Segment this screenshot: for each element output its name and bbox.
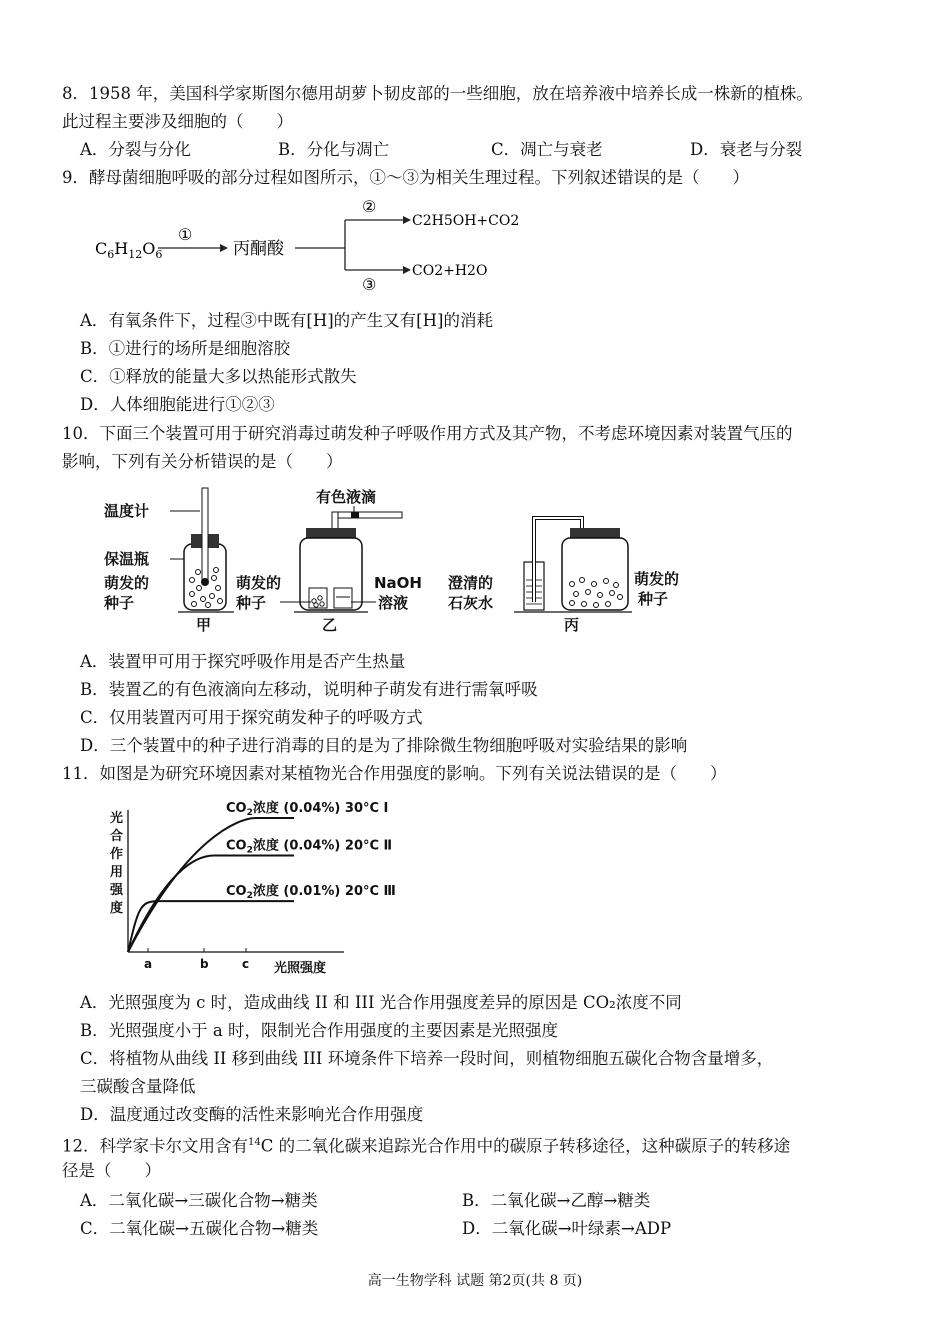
q11-option-c-cont: 三碳酸含量降低 — [80, 1077, 196, 1096]
glucose-formula: $C_6H_{12}O_6$ — [95, 239, 163, 261]
naoh-cup — [334, 588, 352, 608]
q9-option-b: B．①进行的场所是细胞溶胶 — [80, 339, 291, 358]
step-2-label: ② — [362, 197, 377, 216]
q11-stem: 11．如图是为研究环境因素对某植物光合作用强度的影响。下列有关说法错误的是（ ） — [62, 764, 727, 783]
legend-2: $CO_2$浓度 (0.04%) 20°C Ⅱ — [226, 838, 393, 856]
lime-label-1: 澄清的 — [448, 574, 494, 592]
device-yi-label: 乙 — [322, 616, 338, 634]
droplet-label: 有色液滴 — [316, 488, 377, 506]
arrow-1-head — [220, 244, 228, 252]
device-bing-label: 丙 — [564, 616, 580, 634]
glass-tube — [332, 512, 402, 518]
q11-option-b: B．光照强度小于 a 时，限制光合作用强度的主要因素是光照强度 — [80, 1021, 558, 1040]
thermometer — [202, 488, 208, 584]
q10-option-a: A．装置甲可用于探究呼吸作用是否产生热量 — [80, 652, 406, 671]
q12-option-a: A．二氧化碳→三碳化合物→糖类 — [80, 1191, 318, 1210]
product-3: CO2+H2O — [412, 263, 488, 279]
q10-option-b: B．装置乙的有色液滴向左移动，说明种子萌发有进行需氧呼吸 — [80, 680, 538, 699]
q11-option-c: C．将植物从曲线 II 移到曲线 III 环境条件下培养一段时间，则植物细胞五碳化合物含量增多， — [80, 1049, 774, 1068]
q9-option-d: D．人体细胞能进行①②③ — [80, 395, 275, 414]
q8-option-c: C．凋亡与衰老 — [491, 140, 603, 159]
thermometer-bulb — [201, 578, 209, 586]
product-2: C2H5OH+CO2 — [412, 213, 520, 229]
curve-2 — [128, 856, 294, 952]
q8-stem-line2: 此过程主要涉及细胞的（ ） — [62, 112, 293, 131]
flask-label: 保温瓶 — [104, 550, 150, 568]
seeds-c-label-2: 种子 — [638, 590, 669, 608]
q12-option-d: D．二氧化碳→叶绿素→ADP — [462, 1219, 672, 1238]
x-tick-label-a: a — [144, 957, 153, 971]
seeds-a-label-2: 种子 — [104, 594, 135, 612]
naoh-label-2: 溶液 — [378, 594, 409, 612]
page-footer: 高一生物学科 试题 第2页(共 8 页) — [367, 1273, 583, 1289]
q11-option-d: D．温度通过改变酶的活性来影响光合作用强度 — [80, 1105, 424, 1124]
q10-stem-line2: 影响，下列有关分析错误的是（ ） — [62, 452, 343, 471]
q8-option-d: D．衰老与分裂 — [690, 140, 803, 159]
device-jia-label: 甲 — [196, 616, 212, 634]
arrow-3-head — [403, 266, 411, 274]
q11-option-a: A．光照强度为 c 时，造成曲线 II 和 III 光合作用强度差异的原因是 CO₂浓度不同 — [80, 993, 682, 1012]
step-1-label: ① — [178, 225, 193, 244]
seeds-c-label-1: 萌发的 — [634, 570, 680, 588]
respiration-diagram — [90, 196, 530, 296]
legend-3: $CO_2$浓度 (0.01%) 20°C Ⅲ — [226, 884, 396, 902]
x-tick-label-c: c — [242, 957, 250, 971]
q12-stem-line1: 12．科学家卡尔文用含有$^{14}$C 的二氧化碳来追踪光合作用中的碳原子转移途径，这种碳原子的转移途 — [62, 1136, 791, 1156]
q9-stem: 9．酵母菌细胞呼吸的部分过程如图所示，①～③为相关生理过程。下列叙述错误的是（ ） — [62, 168, 749, 187]
thermometer-label: 温度计 — [104, 502, 150, 520]
respiration-apparatus-figure — [104, 484, 704, 634]
colored-droplet — [351, 512, 359, 518]
seeds-b-label-2: 种子 — [236, 594, 267, 612]
q8-option-a: A．分裂与分化 — [80, 140, 191, 159]
arrow-2-head — [403, 216, 411, 224]
q8-option-b: B．分化与凋亡 — [278, 140, 390, 159]
step-3-label: ③ — [362, 275, 377, 294]
q10-option-c: C．仅用装置丙可用于探究萌发种子的呼吸方式 — [80, 708, 423, 727]
seeds-a-label-1: 萌发的 — [104, 574, 150, 592]
lime-label-2: 石灰水 — [448, 594, 494, 612]
q12-stem-line2: 径是（ ） — [62, 1161, 161, 1180]
chart-x-label: 光照强度 — [274, 961, 327, 976]
q9-option-a: A．有氧条件下，过程③中既有[H]的产生又有[H]的消耗 — [80, 311, 493, 330]
photosynthesis-chart — [104, 800, 424, 980]
x-tick-label-b: b — [200, 957, 209, 971]
seeds-b-label-1: 萌发的 — [236, 574, 282, 592]
pyruvate-label: 丙酮酸 — [233, 239, 284, 259]
chart-y-label: 光合作用强度 — [110, 811, 124, 916]
q12-option-b: B．二氧化碳→乙醇→糖类 — [462, 1191, 651, 1210]
naoh-label-1: NaOH — [374, 574, 422, 592]
q12-option-c: C．二氧化碳→五碳化合物→糖类 — [80, 1219, 319, 1238]
q8-stem-line1: 8．1958 年，美国科学家斯图尔德用胡萝卜韧皮部的一些细胞，放在培养液中培养长成一株新的植株。 — [62, 84, 813, 103]
q10-option-d: D．三个装置中的种子进行消毒的目的是为了排除微生物细胞呼吸对实验结果的影响 — [80, 736, 688, 755]
legend-1: $CO_2$浓度 (0.04%) 30°C Ⅰ — [226, 801, 389, 818]
q10-stem-line1: 10．下面三个装置可用于研究消毒过萌发种子呼吸作用方式及其产物，不考虑环境因素对装置气压的 — [62, 424, 793, 443]
q9-option-c: C．①释放的能量大多以热能形式散失 — [80, 367, 357, 386]
